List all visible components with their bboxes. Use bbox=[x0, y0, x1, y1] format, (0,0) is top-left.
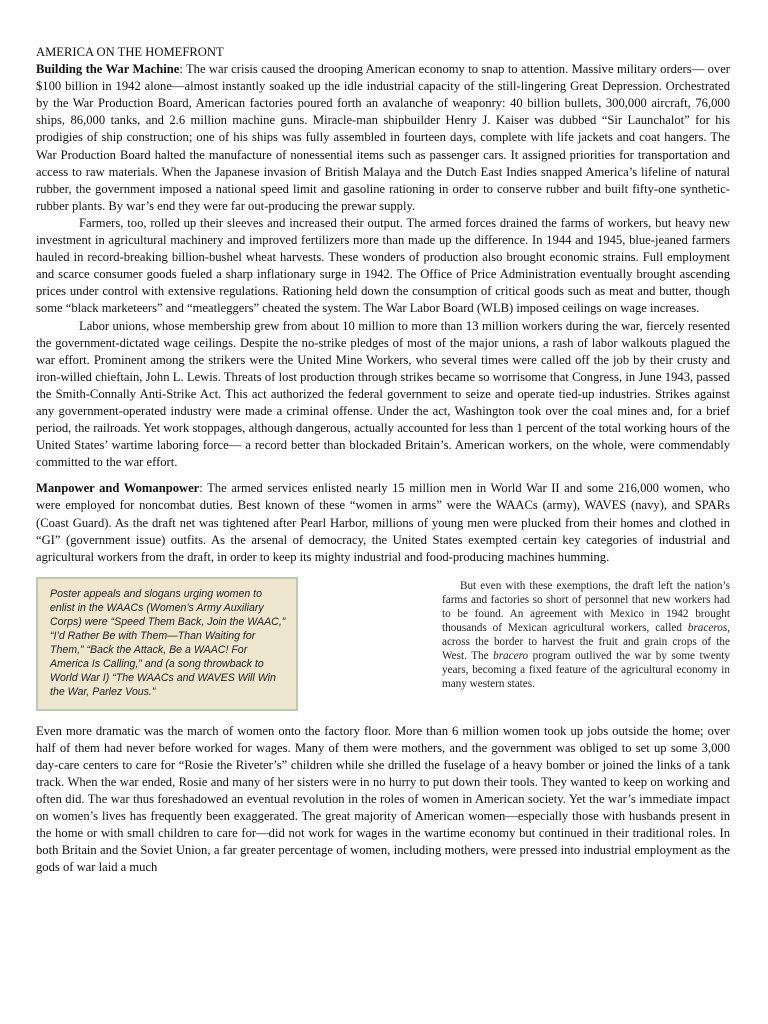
paragraph-manpower bbox=[36, 480, 730, 565]
paragraph-women-factory: Even more dramatic was the march of women onto the factory floor. More than 6 million women took up jobs outside the home; over half of them had never before worked for wages. Many of them were mothers, and the government was obliged to set up some 3,000 day-care centers to care for “Rosie the Riveter’s” children while she drilled the fuselage of a heavy bomber or joined the links of a tank track. When the war ended, Rosie and many of her sisters were in no hurry to put down their tools. They wanted to keep on working and often did. The war thus foreshadowed an eventual revolution in the roles of women in American society. Yet the war’s immediate impact on women’s lives has frequently been exaggerated. The great majority of American women—especially those with husbands present in the home or with small children to care for—did not work for wages in the wartime economy but continued in their traditional roles. In both Britain and the Soviet Union, a far greater percentage of women, including mothers, were pressed into industrial employment as the gods of war laid a much bbox=[36, 723, 730, 875]
excerpt-braceros bbox=[442, 579, 730, 711]
excerpt-term: bracero bbox=[493, 650, 529, 663]
paragraph-text: : The war crisis caused the drooping American economy to snap to attention. Massive military orders— over $100 billion in 1942 alone—almost instantly soaked up the idle industrial capacity of the still-lingering Great Depression. Orchestrated by the War Production Board, American factories poured forth an avalanche of weaponry: 40 billion bullets, 300,000 aircraft, 76,000 ships, 86,000 tanks, and 2.6 million machine guns. Miracle-man shipbuilder Henry J. Kaiser was dubbed “Sir Launchalot” for his prodigies of ship construction; one of his ships was fully assembled in fourteen days, complete with life jackets and coat hangers. The War Production Board halted the manufacture of nonessential items such as passenger cars. It assigned priorities for transportation and access to raw materials. When the Japanese invasion of British Malaya and the Dutch East Indies snapped America’s lifeline of natural rubber, the government imposed a national speed limit and gasoline rationing in order to conserve rubber and built fifty-one synthetic-rubber plants. By war’s end they were far out-producing the prewar supply. bbox=[36, 62, 730, 213]
excerpt-text: , across the border to harvest the fruit and grain crops of the West. The bbox=[442, 622, 730, 663]
paragraph-war-machine bbox=[36, 61, 730, 215]
paragraph-labor-unions: Labor unions, whose membership grew from about 10 million to more than 13 million workers during the war, fiercely resented the government-dictated wage ceilings. Despite the no-strike pledges of most of the major unions, a rash of labor walkouts plagued the war effort. Prominent among the strikers were the United Mine Workers, who several times were called off the job by their crusty and iron-willed chieftain, John L. Lewis. Threats of lost production through strikes became so worrisome that Congress, in June 1943, passed the Smith-Connally Anti-Strike Act. This act authorized the federal government to seize and operate tied-up industries. Strikes against any government-operated industry were made a criminal offense. Under the act, Washington took over the coal mines and, for a brief period, the railroads. Yet work stoppages, although dangerous, actually accounted for less than 1 percent of the total working hours of the United States’ wartime laboring force— a record better than blockaded Britain’s. American workers, on the whole, were commendably committed to the war effort. bbox=[36, 318, 730, 470]
paragraph-text: : The armed services enlisted nearly 15 million men in World War II and some 216,000 women, who were employed for noncombat duties. Best known of these “women in arms” were the WAACs (army), WAVES (navy), and SPARs (Coast Guard). As the draft net was tightened after Pearl Harbor, millions of young men were plucked from their homes and clothed in “GI” (government issue) outfits. As the arsenal of democracy, the United States exempted certain key categories of industrial and agricultural workers from the draft, in order to keep its mighty industrial and food-producing machines humming. bbox=[36, 481, 730, 564]
section-heading-manpower: Manpower and Womanpower bbox=[36, 481, 200, 496]
page-title: AMERICA ON THE HOMEFRONT bbox=[36, 45, 224, 59]
excerpt-text: But even with these exemptions, the draft left the nation’s farms and factories so short of personnel that new workers had to be found. An agreement with Mexico in 1942 brought thousands of Mexican agricultural workers, called bbox=[442, 579, 730, 635]
section-heading-war-machine: Building the War Machine bbox=[36, 62, 180, 77]
document-page bbox=[36, 44, 730, 876]
excerpt-term: braceros bbox=[687, 622, 728, 635]
sidebar-box: Poster appeals and slogans urging women to enlist in the WAACs (Women’s Army Auxiliary Corps) were “Speed Them Back, Join the WAAC,” “I’d Rather Be with Them—Than Waiting for Them,” “Back the Attack, Be a WAAC! For America Is Calling,” and (a song throwback to World War I) “The WAACs and WAVES Will Win the War, Parlez Vous.” bbox=[36, 577, 298, 711]
inset-row bbox=[36, 577, 730, 711]
paragraph-farmers: Farmers, too, rolled up their sleeves and increased their output. The armed forces drained the farms of workers, but heavy new investment in agricultural machinery and improved fertilizers more than made up the difference. In 1944 and 1945, blue-jeaned farmers hauled in record-breaking billion-bushel wheat harvests. These wonders of production also brought economic strains. Full employment and scarce consumer goods fueled a sharp inflationary surge in 1942. The Office of Price Administration eventually brought ascending prices under control with extensive regulations. Rationing held down the consumption of critical goods such as meat and butter, though some “black marketeers” and “meatleggers” cheated the system. The War Labor Board (WLB) imposed ceilings on wage increases. bbox=[36, 215, 730, 316]
excerpt-text: program outlived the war by some twenty years, becoming a fixed feature of the agricultural economy in many western states. bbox=[442, 650, 730, 691]
